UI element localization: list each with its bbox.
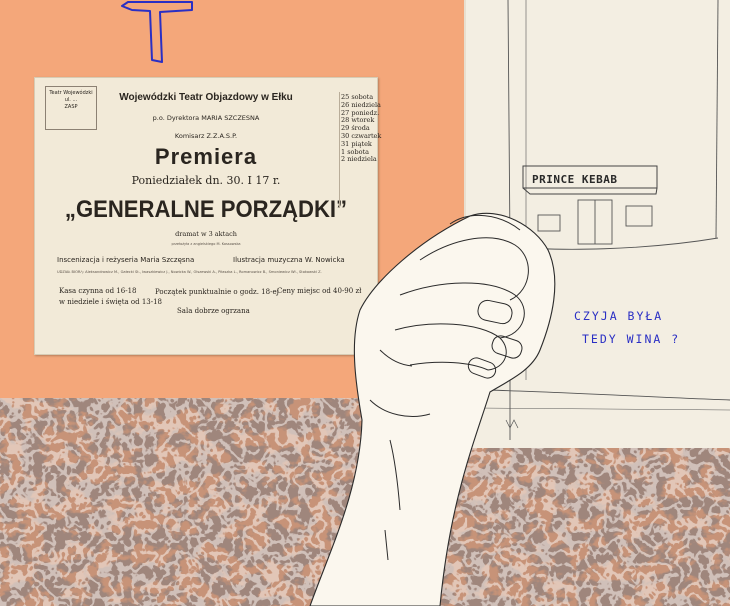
schedule-item: 27 poniedz. — [341, 108, 380, 117]
poster-box-office-holidays: w niedziele i święta od 13-18 — [59, 298, 163, 306]
poster-box-office-hours: Kasa czynna od 16-18 — [59, 287, 137, 295]
poster-start-time: Początek punktualnie o godz. 18-ej — [155, 288, 279, 296]
question-line-2: TEDY WINA ? — [582, 332, 681, 346]
poster-theatre-name: Wojewódzki Teatr Objazdowy w Ełku — [119, 92, 293, 103]
poster-hall-note: Sala dobrze ogrzana — [177, 307, 250, 315]
poster-premiere-heading: Premiera — [154, 144, 258, 169]
schedule-item: 25 sobota — [341, 93, 374, 101]
poster-stamp: Teatr Wojewódzki ul. ... ZASP — [45, 86, 97, 130]
fist-hand-drawing — [300, 200, 570, 606]
schedule-item: 29 środa — [341, 124, 370, 133]
shop-sign-text: PRINCE KEBAB — [532, 173, 618, 186]
cross-icon — [120, 0, 200, 64]
poster-direction-credit: Inscenizacja i reżyseria Maria Szczęsna — [57, 256, 195, 264]
poster-cast-list: UDZIAŁ BIORĄ: Aleksandrowicz M., Gałecki St., Iwaszkiewicz J., Nowicka W., Olszewski A., Piłaszka L., Romanowicz B., Smoniewicz Wł., Stokowski Z. — [57, 270, 322, 274]
schedule-item: 1 sobota — [341, 147, 370, 156]
poster-director: p.o. Dyrektora MARIA SZCZESNA — [152, 114, 260, 122]
schedule-item: 31 piątek — [341, 139, 372, 148]
poster-music-credit: Ilustracja muzyczna W. Nowicka — [233, 256, 345, 264]
schedule-item: 2 niedziela — [341, 155, 377, 164]
poster-date: Poniedziałek dn. 30. I 17 r. — [131, 174, 281, 187]
poster-translation-credit: przełożyła z angielskiego M. Kossowska — [171, 242, 241, 246]
schedule-item: 30 czwartek — [341, 131, 382, 140]
poster-genre: dramat w 3 aktach — [175, 230, 237, 238]
poster-ticket-prices: Ceny miejsc od 40-90 zł — [277, 287, 362, 295]
schedule-item: 28 wtorek — [341, 116, 375, 125]
schedule-item: 26 niedziela — [341, 100, 381, 109]
poster-schedule — [341, 94, 381, 164]
question-line-1: CZYJA BYŁA — [574, 309, 664, 323]
poster-commissar: Komisarz Z.Z.A.S.P. — [174, 132, 238, 140]
poster-play-title: „GENERALNE PORZĄDKI” — [64, 196, 348, 223]
